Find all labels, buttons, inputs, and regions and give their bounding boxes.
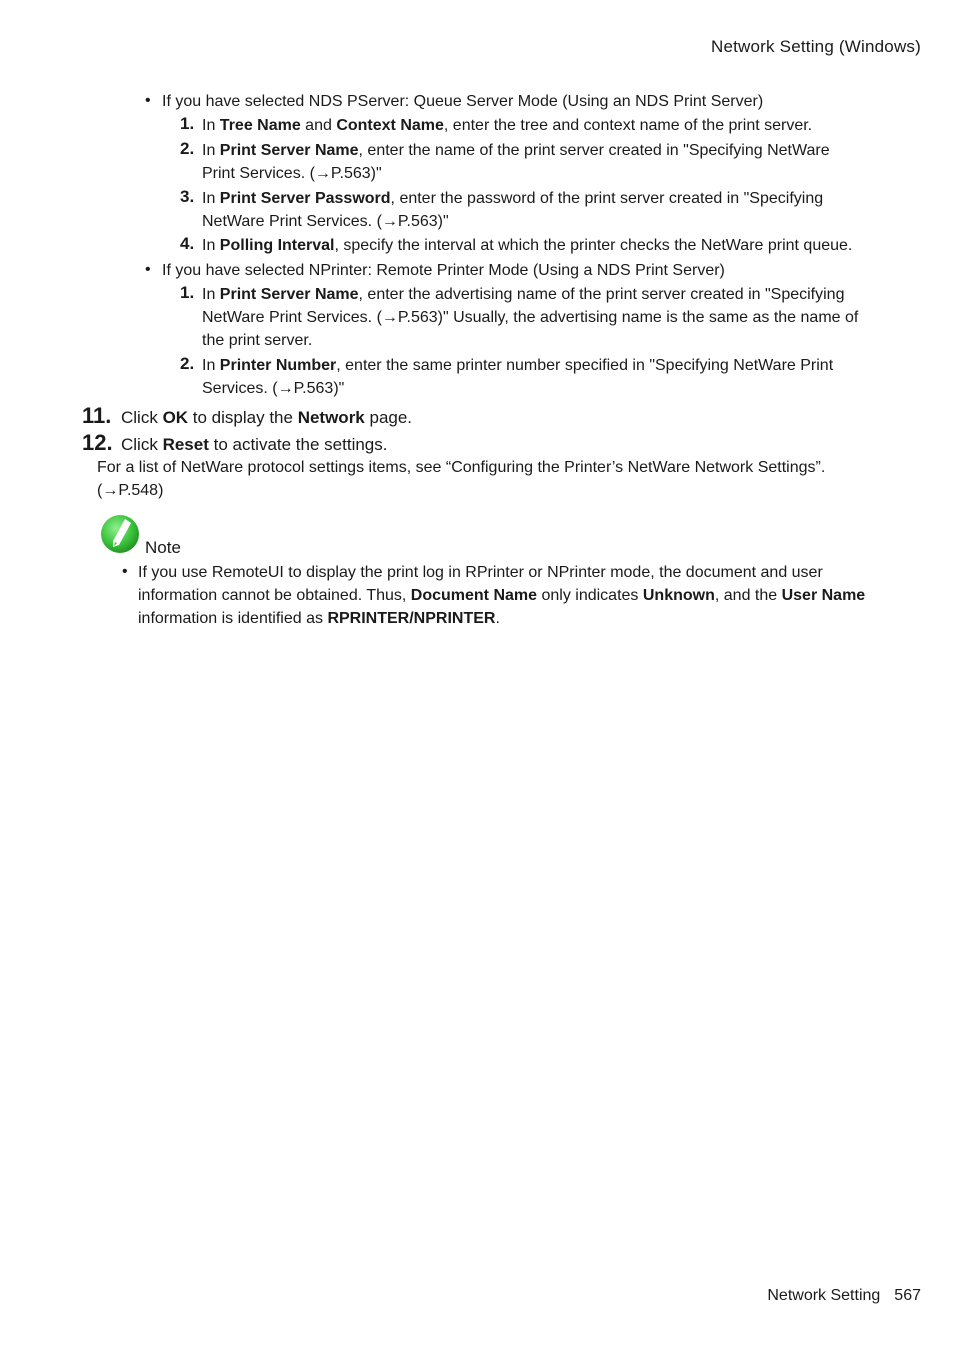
nprinter-step-2: In Printer Number, enter the same printer number specified in "Specifying NetWare Print [202, 357, 834, 374]
pserver-step-4: In Polling Interval, specify the interval at which the printer checks the NetWare print queue. [202, 237, 853, 254]
nprinter-step-1: In Print Server Name, enter the advertising name of the print server created in "Specifying [202, 286, 845, 303]
page-number: 567 [894, 1287, 921, 1304]
nprinter-step-1-cont: NetWare Print Services. (→P.563)" Usually, the advertising name is the same as the name of [202, 309, 859, 326]
info-text: For a list of NetWare protocol settings items, see “Configuring the Printer’s NetWare Network Settings”. [97, 459, 826, 476]
pserver-step-3: In Print Server Password, enter the password of the print server created in "Specifying [202, 190, 824, 207]
page-footer [767, 1287, 921, 1305]
step-number: 11. [82, 403, 112, 428]
note-text: If you use RemoteUI to display the print log in RPrinter or NPrinter mode, the document and user [138, 564, 823, 581]
note-text: information cannot be obtained. Thus, Document Name only indicates Unknown, and the User Name [138, 587, 866, 604]
step-number: 3. [180, 187, 195, 206]
step-number: 12. [82, 430, 113, 455]
note-label: Note [145, 538, 181, 557]
pserver-step-3-cont: NetWare Print Services. (→P.563)" [202, 213, 449, 230]
step-number: 1. [180, 283, 195, 302]
nprinter-step-2-cont: Services. (→P.563)" [202, 380, 345, 397]
bullet: • [145, 261, 151, 278]
bullet: • [145, 92, 151, 109]
page-header: Network Setting (Windows) [710, 37, 921, 56]
bullet: • [122, 563, 128, 580]
step-number: 4. [180, 234, 195, 253]
info-text-ref: (→P.548) [97, 482, 164, 499]
pserver-step-1: In Tree Name and Context Name, enter the tree and context name of the print server. [202, 117, 813, 134]
pserver-step-2-cont: Print Services. (→P.563)" [202, 165, 382, 182]
step-number: 2. [180, 354, 195, 373]
footer-section: Network Setting [767, 1287, 881, 1304]
nprinter-step-1-cont: the print server. [202, 332, 313, 349]
pserver-step-2: In Print Server Name, enter the name of the print server created in "Specifying NetWare [202, 142, 830, 159]
pserver-intro: If you have selected NDS PServer: Queue Server Mode (Using an NDS Print Server) [162, 93, 764, 110]
step-11: Click OK to display the Network page. [121, 408, 413, 427]
note-text: information is identified as RPRINTER/NPRINTER. [138, 610, 500, 627]
step-number: 2. [180, 139, 195, 158]
step-12: Click Reset to activate the settings. [121, 435, 388, 454]
note-pencil-icon [100, 513, 142, 555]
nprinter-intro: If you have selected NPrinter: Remote Printer Mode (Using a NDS Print Server) [162, 262, 725, 279]
step-number: 1. [180, 114, 195, 133]
